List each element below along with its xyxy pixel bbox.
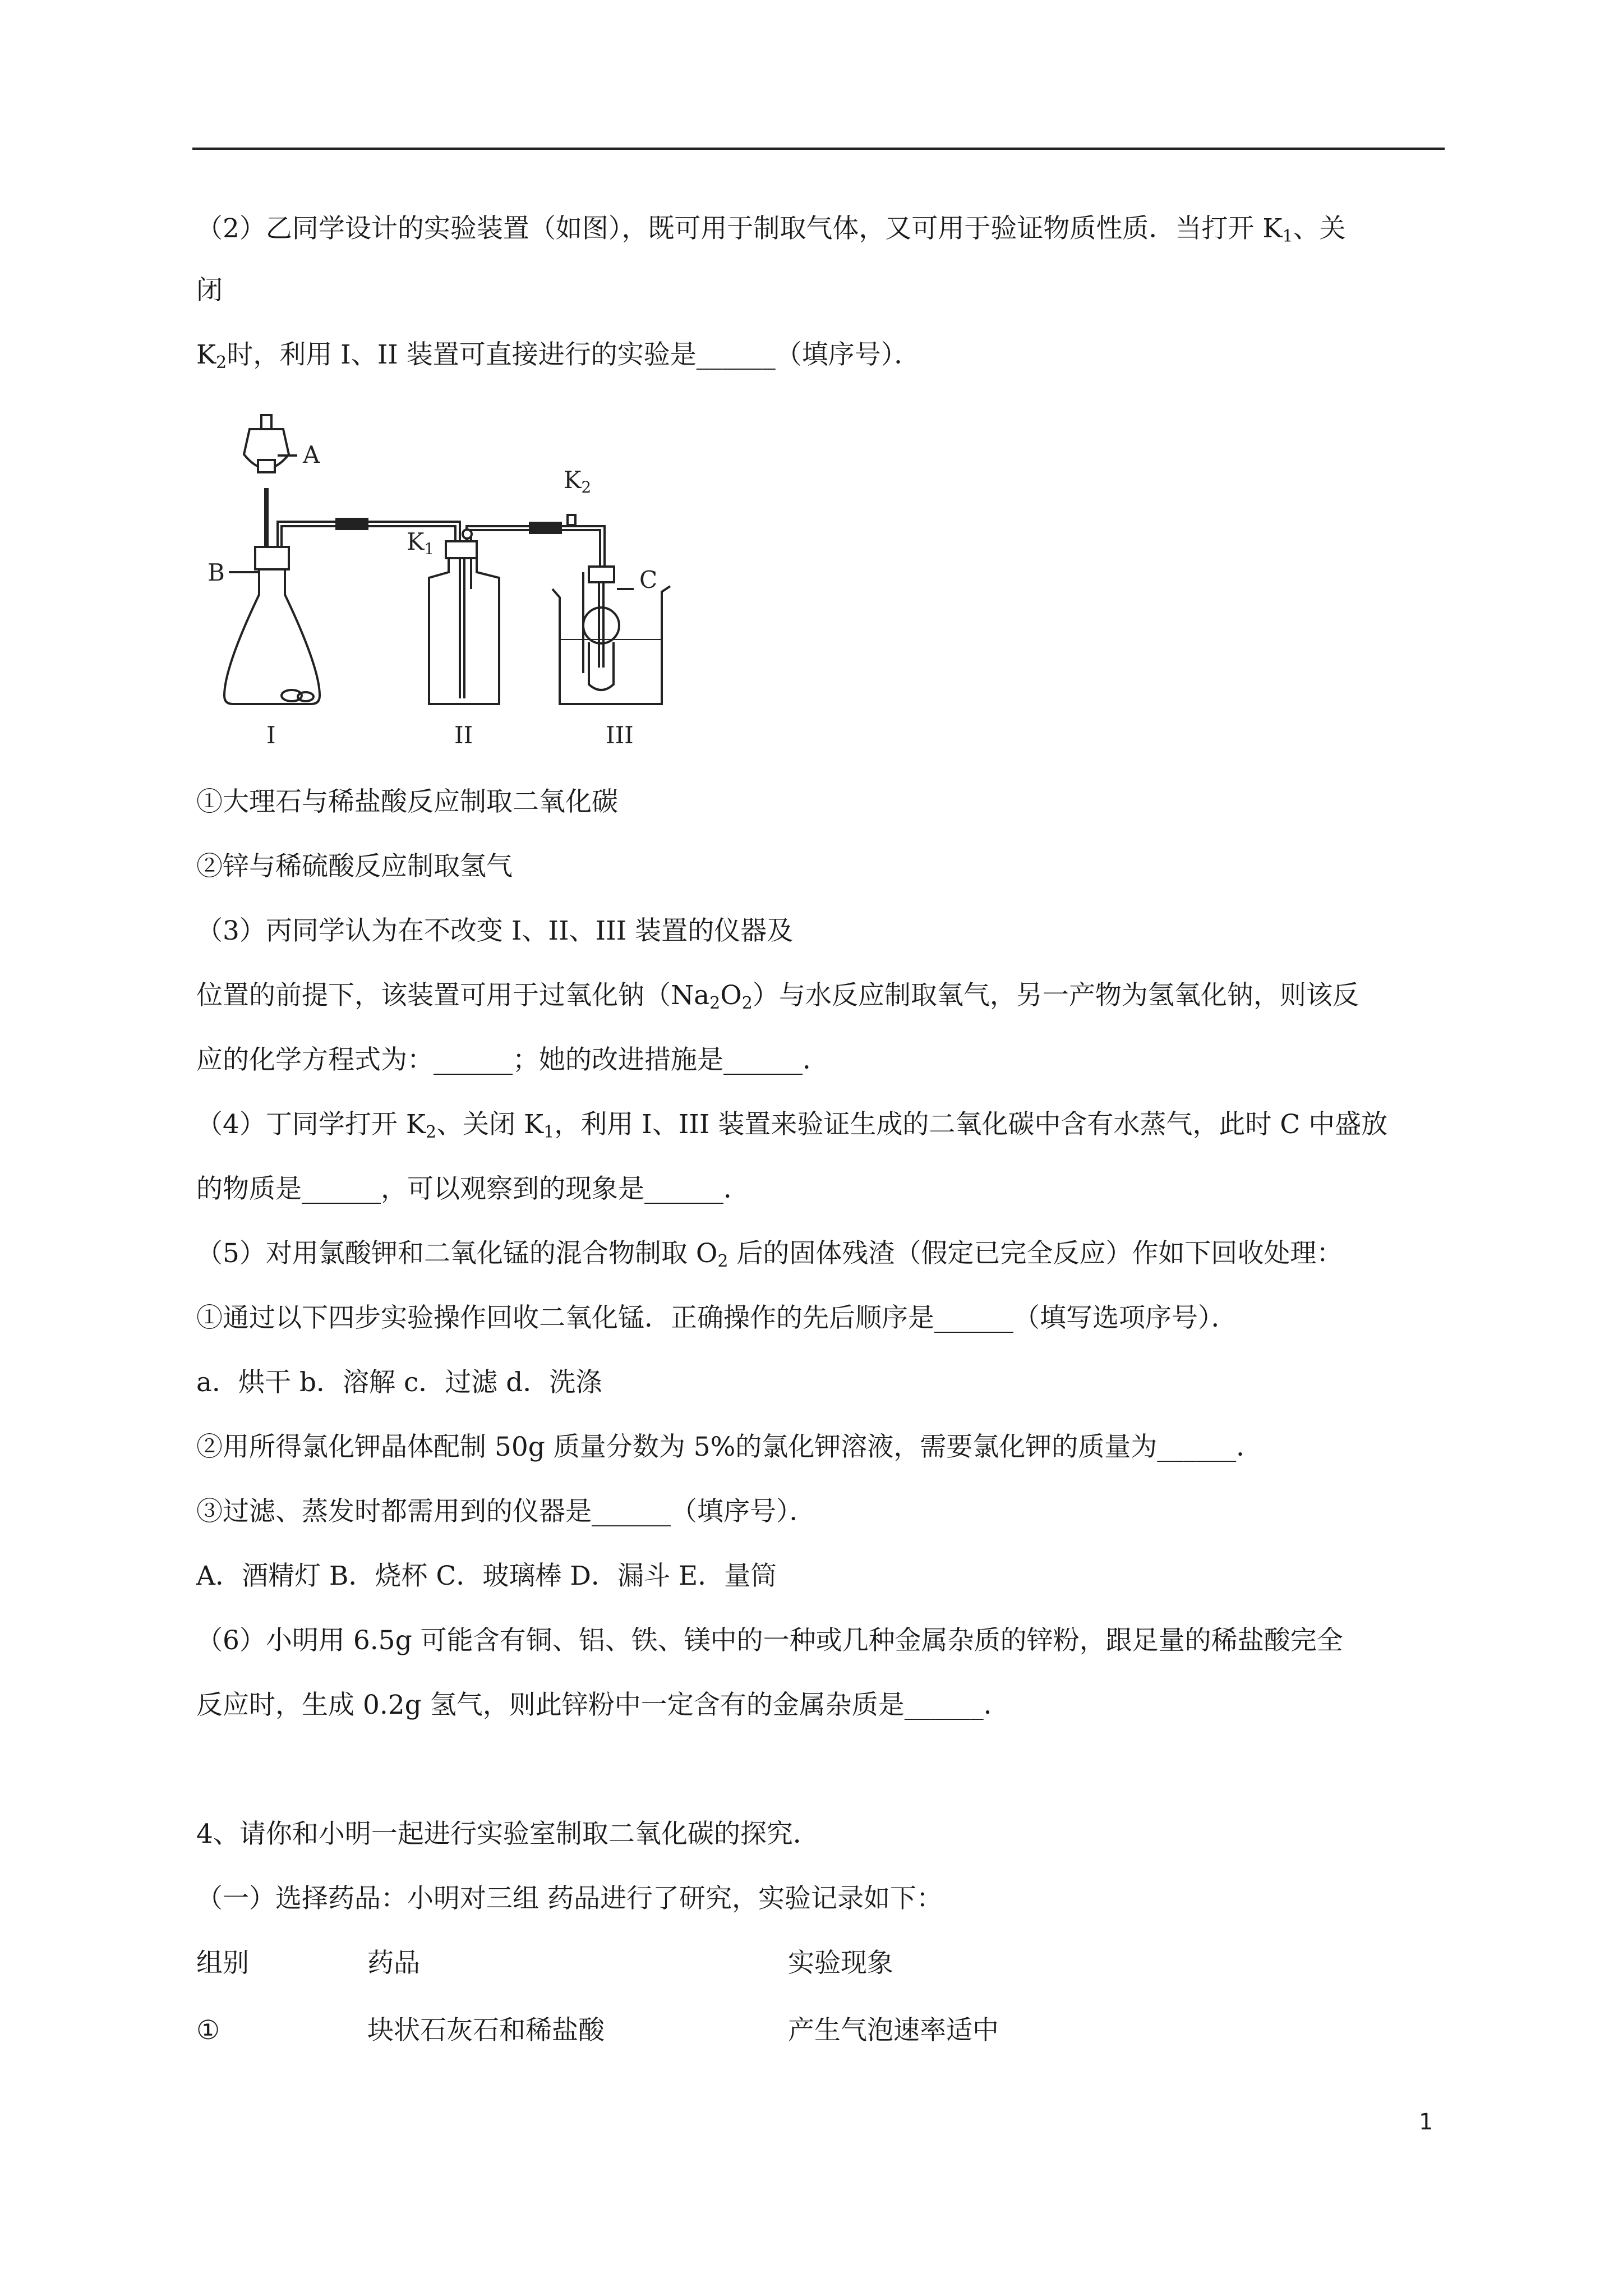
table-cell-group: ① xyxy=(196,2015,220,2046)
apparatus-figure xyxy=(208,404,712,763)
q3-line2: 位置的前提下，该装置可用于过氧化钠$(Na_2O_2)$与水反应制取氧气，另一产物为氢氧化钠，则该反 xyxy=(196,980,1359,1013)
q5-line2: ①通过以下四步实验操作回收二氧化锰．正确操作的先后顺序是______（填写选项序号）． xyxy=(196,1303,1238,1333)
label-K2: K2 xyxy=(564,466,592,496)
caption-I: I xyxy=(266,721,276,749)
q2-line2: 闭 xyxy=(196,275,223,306)
q4-line2: 的物质是______，可以观察到的现象是______． xyxy=(196,1174,750,1204)
label-A: A xyxy=(303,441,320,468)
option-1: ①大理石与稀盐酸反应制取二氧化碳 xyxy=(196,786,618,817)
q5-line3: a．烘干 b．溶解 c．过滤 d．洗涤 xyxy=(196,1367,602,1398)
table-header-group: 组别 xyxy=(196,1948,249,1978)
label-B: B xyxy=(208,559,225,586)
q5-line5: ③过滤、蒸发时都需用到的仪器是______（填序号）． xyxy=(196,1496,816,1527)
q3-line3: 应的化学方程式为：______；她的改进措施是______． xyxy=(196,1045,829,1075)
table-cell-phenomenon: 产生气泡速率适中 xyxy=(788,2015,999,2046)
q2-line1: （2）乙同学设计的实验装置（如图），既可用于制取气体，又可用于验证物质性质．当打开 $K_1$、关 xyxy=(196,213,1346,246)
table-header-phenomenon: 实验现象 xyxy=(788,1948,893,1978)
q2-line3: $K_2$时，利用 I、II 装置可直接进行的实验是______（填序号）． xyxy=(196,339,921,372)
bottle-stopper xyxy=(446,541,477,558)
label-K1: K1 xyxy=(407,528,435,558)
q5-line1: （5）对用氯酸钾和二氧化锰的混合物制取 $O_2$ 后的固体残渣（假定已完全反应）作如下回收处理： xyxy=(196,1238,1343,1271)
header-rule xyxy=(192,148,1445,150)
q4-title: 4、请你和小明一起进行实验室制取二氧化碳的探究． xyxy=(196,1819,819,1849)
q6-line1: （6）小明用 6.5g 可能含有铜、铝、铁、镁中的一种或几种金属杂质的锌粉，跟足量的稀盐酸完全 xyxy=(196,1625,1343,1656)
q3-line1: （3）丙同学认为在不改变 I、II、III 装置的仪器及 xyxy=(196,915,794,946)
label-C: C xyxy=(639,566,658,593)
table-header-reagent: 药品 xyxy=(367,1948,420,1978)
q5-line4: ②用所得氯化钾晶体配制 50g 质量分数为 5%的氯化钾溶液，需要氯化钾的质量为______． xyxy=(196,1432,1263,1462)
flask-stopper xyxy=(255,547,289,569)
q4-line1: （4）丁同学打开 $K_2$、关闭 $K_1$，利用 I、III 装置来验证生成的二氧化碳中含有水蒸气，此时 C 中盛放 xyxy=(196,1109,1388,1142)
q4-sub1: （一）选择药品：小明对三组 药品进行了研究，实验记录如下： xyxy=(196,1883,943,1914)
caption-III: III xyxy=(606,721,634,749)
table-cell-reagent: 块状石灰石和稀盐酸 xyxy=(367,2015,605,2046)
conical-flask xyxy=(224,569,320,704)
q5-line6: A．酒精灯 B．烧杯 C．玻璃棒 D．漏斗 E．量筒 xyxy=(196,1561,777,1591)
page-number: 1 xyxy=(1419,2109,1433,2135)
caption-II: II xyxy=(454,721,473,749)
q6-line2: 反应时，生成 0.2g 氢气，则此锌粉中一定含有的金属杂质是______． xyxy=(196,1690,1010,1720)
option-2: ②锌与稀硫酸反应制取氢气 xyxy=(196,851,513,882)
